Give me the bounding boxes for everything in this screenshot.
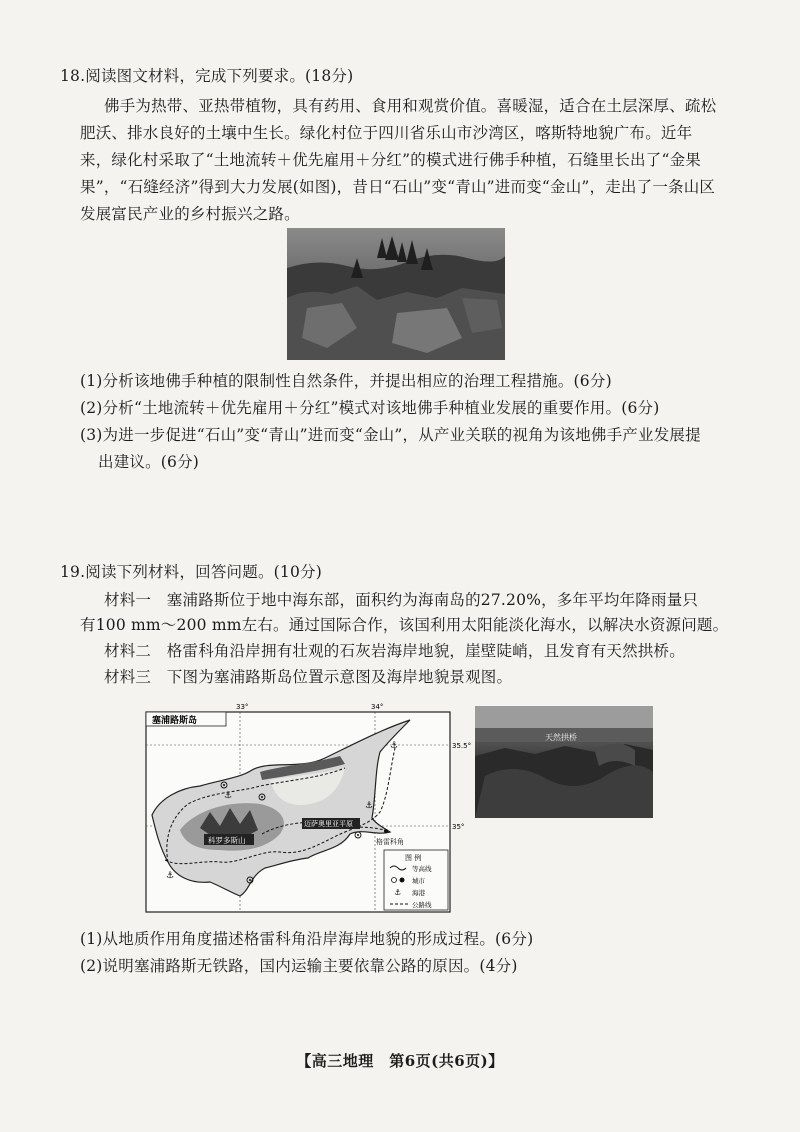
q18-paragraph-line: 佛手为热带、亚热带植物，具有药用、食用和观赏价值。喜暖湿，适合在土层深厚、疏松 <box>104 97 717 115</box>
q18-heading: 18.阅读图文材料，完成下列要求。(18分) <box>60 67 354 85</box>
q18-paragraph-line: 来，绿化村采取了“土地流转＋优先雇用＋分红”的模式进行佛手种植，石缝里长出了“金果 <box>80 151 701 169</box>
cyprus-location-map <box>140 700 472 915</box>
map-lat-35-label: 35° <box>452 823 465 831</box>
map-title: 塞浦路斯岛 <box>152 716 198 726</box>
port-anchor-icon: ⚓ <box>365 801 374 811</box>
map-lon-34-label: 34° <box>371 703 384 711</box>
karst-fingered-citron-photo <box>287 228 505 360</box>
legend-title: 图 例 <box>405 854 422 862</box>
legend-road-label: 公路线 <box>412 901 432 909</box>
q18-subquestion-1: (1)分析该地佛手种植的限制性自然条件，并提出相应的治理工程措施。(6分) <box>80 372 612 390</box>
q18-paragraph-line: 发展富民产业的乡村振兴之路。 <box>80 205 300 223</box>
map-plain-label: 迈萨奥里亚平原 <box>304 820 353 828</box>
legend-contour-label: 等高线 <box>412 865 432 873</box>
page-footer: 【高三地理 第6页(共6页)】 <box>296 1052 504 1070</box>
port-anchor-icon: ⚓ <box>224 791 233 801</box>
legend-port-icon: ⚓ <box>394 888 402 897</box>
q19-subquestion-2: (2)说明塞浦路斯无铁路，国内运输主要依靠公路的原因。(4分) <box>80 957 518 975</box>
q19-heading: 19.阅读下列材料，回答问题。(10分) <box>60 563 322 581</box>
map-cape-label: 格雷科角 <box>376 838 404 846</box>
q18-subquestion-3: (3)为进一步促进“石山”变“青山”进而变“金山”，从产业关联的视角为该地佛手产业发展提 <box>80 426 701 444</box>
q18-paragraph-line: 肥沃、排水良好的土壤中生长。绿化村位于四川省乐山市沙湾区，喀斯特地貌广布。近年 <box>80 124 693 142</box>
map-lat-35-5-label: 35.5° <box>452 742 472 750</box>
q19-material-1-cont: 有100 mm～200 mm左右。通过国际合作，该国利用太阳能淡化海水，以解决水资源问题。 <box>80 616 729 634</box>
port-anchor-icon: ⚓ <box>390 741 399 751</box>
legend-city-label: 城市 <box>412 877 425 885</box>
q18-subquestion-2: (2)分析“土地流转＋优先雇用＋分红”模式对该地佛手种植业发展的重要作用。(6分) <box>80 399 660 417</box>
map-mountain-label: 科罗多斯山 <box>208 836 246 845</box>
port-anchor-icon: ⚓ <box>166 871 175 881</box>
natural-arch-label: 天然拱桥 <box>545 733 577 742</box>
q19-subquestion-1: (1)从地质作用角度描述格雷科角沿岸海岸地貌的形成过程。(6分) <box>80 930 534 948</box>
q18-subquestion-3-cont: 出建议。(6分) <box>98 453 200 471</box>
q19-material-2: 材料二 格雷科角沿岸拥有壮观的石灰岩海岸地貌，崖壁陡峭，且发育有天然拱桥。 <box>104 642 685 660</box>
q18-paragraph-line: 果”，“石缝经济”得到大力发展(如图)，昔日“石山”变“青山”进而变“金山”，走出了一条山区 <box>80 178 716 196</box>
map-lon-33-label: 33° <box>236 703 249 711</box>
legend-port-label: 海港 <box>412 889 425 897</box>
q19-material-3: 材料三 下图为塞浦路斯岛位置示意图及海岸地貌景观图。 <box>104 668 513 686</box>
q19-material-1: 材料一 塞浦路斯位于地中海东部，面积约为海南岛的27.20%，多年平均年降雨量只 <box>104 591 699 609</box>
natural-arch-photo <box>475 706 653 818</box>
